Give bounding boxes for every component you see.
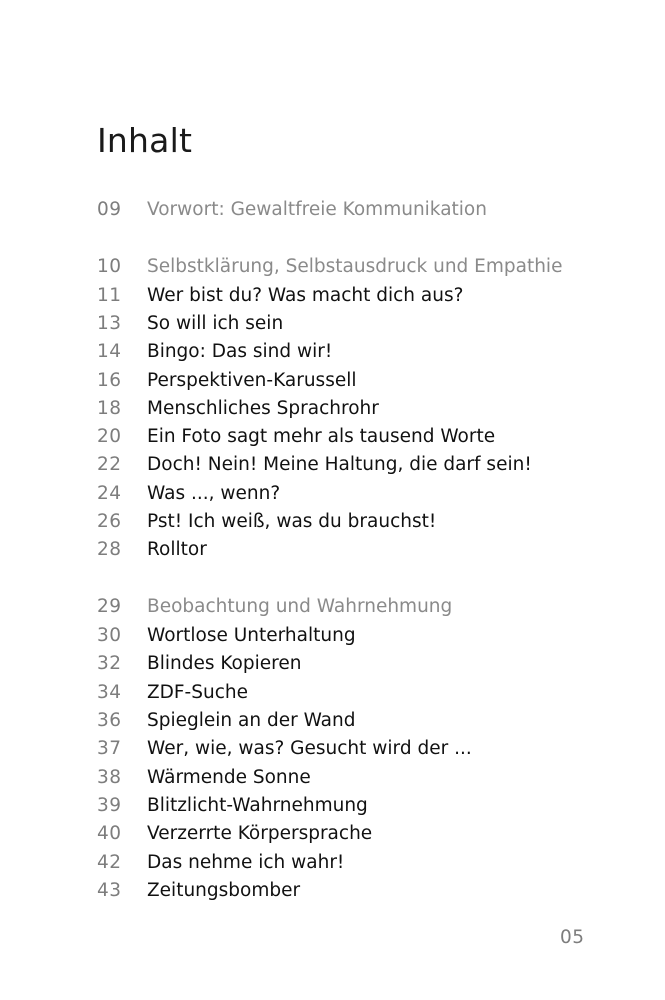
toc-page-number: 38 xyxy=(97,767,122,788)
toc-entry xyxy=(0,821,665,847)
toc-entry xyxy=(0,736,665,762)
toc-page-number: 40 xyxy=(97,823,122,844)
toc-section-heading xyxy=(0,254,665,280)
page-number: 05 xyxy=(560,927,585,948)
toc-entry xyxy=(0,424,665,450)
toc-page-number: 39 xyxy=(97,795,122,816)
toc-entry xyxy=(0,311,665,337)
toc-entry xyxy=(0,481,665,507)
toc-page-number: 22 xyxy=(97,454,122,475)
toc-entry xyxy=(0,339,665,365)
toc-title: So will ich sein xyxy=(147,313,284,334)
toc-entry xyxy=(0,368,665,394)
toc-title: Perspektiven-Karussell xyxy=(147,370,357,391)
toc-entry xyxy=(0,680,665,706)
toc-page-number: 43 xyxy=(97,880,122,901)
toc-title: Wer, wie, was? Gesucht wird der ... xyxy=(147,738,472,759)
toc-title: Zeitungsbomber xyxy=(147,880,301,901)
toc-page-number: 30 xyxy=(97,625,122,646)
toc-entry xyxy=(0,793,665,819)
toc-page-number: 26 xyxy=(97,511,122,532)
toc-title: Pst! Ich weiß, was du brauchst! xyxy=(147,511,437,532)
toc-page-number: 34 xyxy=(97,682,122,703)
toc-entry xyxy=(0,765,665,791)
toc-title: Blindes Kopieren xyxy=(147,653,302,674)
toc-entry xyxy=(0,283,665,309)
toc-title: Spieglein an der Wand xyxy=(147,710,356,731)
toc-page-number: 13 xyxy=(97,313,122,334)
toc-title: Blitzlicht-Wahrnehmung xyxy=(147,795,368,816)
toc-page-number: 28 xyxy=(97,539,122,560)
page-title: Inhalt xyxy=(97,121,193,160)
toc-entry xyxy=(0,509,665,535)
toc-page-number: 11 xyxy=(97,285,122,306)
toc-entry xyxy=(0,651,665,677)
toc-title: ZDF-Suche xyxy=(147,682,248,703)
toc-page-number: 24 xyxy=(97,483,122,504)
toc-page-number: 37 xyxy=(97,738,122,759)
toc-entry xyxy=(0,878,665,904)
toc-section-heading xyxy=(0,197,665,223)
toc-title: Wer bist du? Was macht dich aus? xyxy=(147,285,464,306)
toc-page-number: 10 xyxy=(97,256,122,277)
toc-title: Doch! Nein! Meine Haltung, die darf sein! xyxy=(147,454,532,475)
toc-title: Rolltor xyxy=(147,539,207,560)
toc-entry xyxy=(0,396,665,422)
toc-page-number: 18 xyxy=(97,398,122,419)
toc-entry xyxy=(0,708,665,734)
toc-entry xyxy=(0,452,665,478)
toc-title: Das nehme ich wahr! xyxy=(147,852,345,873)
toc-title: Selbstklärung, Selbstausdruck und Empathie xyxy=(147,256,563,277)
toc-title: Ein Foto sagt mehr als tausend Worte xyxy=(147,426,496,447)
toc-entry xyxy=(0,850,665,876)
toc-page-number: 32 xyxy=(97,653,122,674)
toc-title: Bingo: Das sind wir! xyxy=(147,341,333,362)
toc-section-heading xyxy=(0,594,665,620)
toc-title: Vorwort: Gewaltfreie Kommunikation xyxy=(147,199,487,220)
toc-title: Verzerrte Körpersprache xyxy=(147,823,373,844)
toc-title: Wärmende Sonne xyxy=(147,767,311,788)
toc-page-number: 20 xyxy=(97,426,122,447)
toc-title: Menschliches Sprachrohr xyxy=(147,398,379,419)
toc-page-number: 09 xyxy=(97,199,122,220)
toc-title: Beobachtung und Wahrnehmung xyxy=(147,596,453,617)
toc-title: Wortlose Unterhaltung xyxy=(147,625,356,646)
toc-page-number: 36 xyxy=(97,710,122,731)
toc-title: Was ..., wenn? xyxy=(147,483,281,504)
toc-page-number: 14 xyxy=(97,341,122,362)
toc-page-number: 42 xyxy=(97,852,122,873)
toc-entry xyxy=(0,537,665,563)
toc-page-number: 29 xyxy=(97,596,122,617)
toc-page-number: 16 xyxy=(97,370,122,391)
toc-entry xyxy=(0,623,665,649)
